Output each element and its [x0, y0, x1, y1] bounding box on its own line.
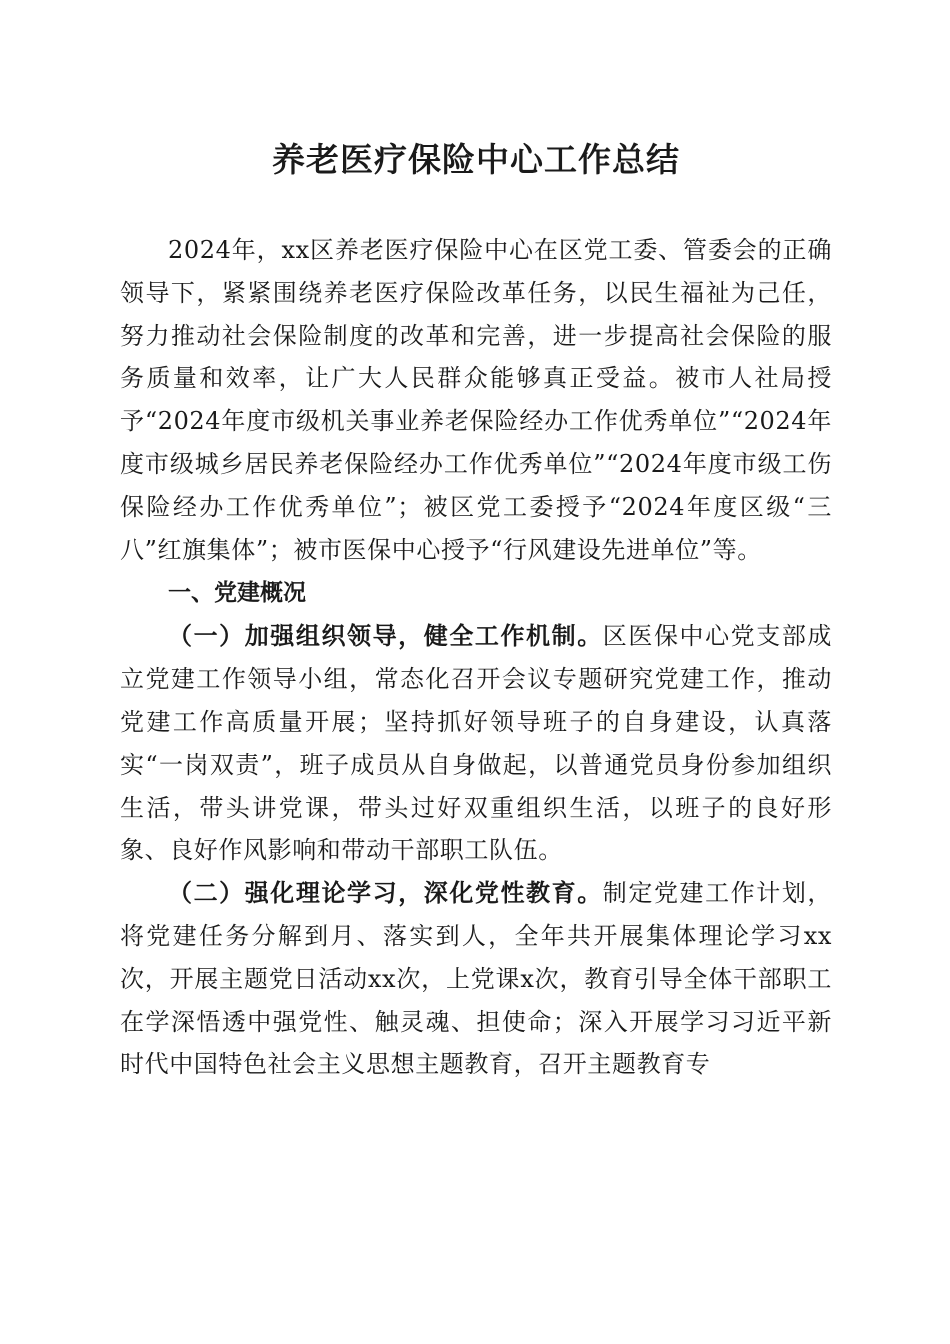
intro-paragraph: 2024年，xx区养老医疗保险中心在区党工委、管委会的正确领导下，紧紧围绕养老医疗保险改革任务，以民生福祉为己任，努力推动社会保险制度的改革和完善，进一步提高社会保险的服务质量和效率，让广大人民群众能够真正受益。被市人社局授予“2024年度市级机关事业养老保险经办工作优秀单位”“2024年度市级城乡居民养老保险经办工作优秀单位”“2024年度市级工伤保险经办工作优秀单位”；被区党工委授予“2024年度区级“三八”红旗集体”；被市医保中心授予“行风建设先进单位”等。: [120, 236, 832, 564]
section-paragraph-1: [120, 615, 832, 872]
paragraph-2-lead: （二）强化理论学习，深化党性教育。: [168, 878, 603, 908]
page-title: 养老医疗保险中心工作总结: [272, 140, 680, 179]
paragraph-1-lead: （一）加强组织领导，健全工作机制。: [168, 621, 603, 651]
paragraph-1-body: 区医保中心党支部成立党建工作领导小组，常态化召开会议专题研究党建工作，推动党建工作高质量开展；坚持抓好领导班子的自身建设，认真落实“一岗双责”，班子成员从自身做起，以普通党员身份参加组织生活，带头讲党课，带头过好双重组织生活，以班子的良好形象、良好作风影响和带动干部职工队伍。: [120, 622, 833, 865]
document-page: [120, 128, 832, 1086]
section-paragraph-2: [120, 872, 832, 1086]
section-heading: 一、党建概况: [168, 580, 306, 607]
paragraph-2-body: 制定党建工作计划，将党建任务分解到月、落实到人，全年共开展集体理论学习xx次，开展主题党日活动xx次，上党课x次，教育引导全体干部职工在学深悟透中强党性、触灵魂、担使命；深入开展学习习近平新时代中国特色社会主义思想主题教育，召开主题教育专: [120, 879, 833, 1079]
